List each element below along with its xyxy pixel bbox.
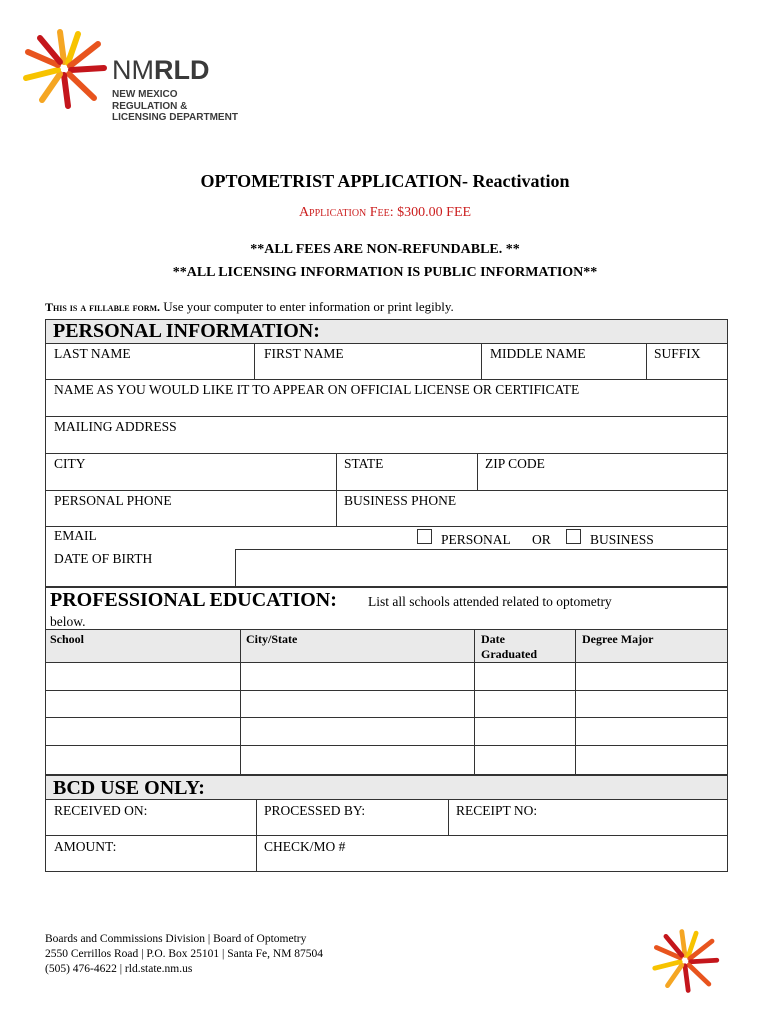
city-state-row-1[interactable] bbox=[244, 665, 475, 689]
fillable-note: This is a fillable form. Use your computer to enter information or print legibly. bbox=[45, 299, 454, 314]
suffix-field[interactable] bbox=[650, 362, 728, 380]
city-field[interactable] bbox=[50, 472, 336, 490]
personal-phone-field[interactable] bbox=[50, 509, 336, 527]
nmrld-logo-icon bbox=[20, 28, 108, 110]
mailing-address-label: MAILING ADDRESS bbox=[54, 419, 177, 434]
notice-fees: **ALL FEES ARE NON-REFUNDABLE. ** bbox=[250, 242, 520, 257]
col-graduated: Graduated bbox=[481, 647, 538, 661]
email-label: EMAIL bbox=[54, 528, 97, 543]
footer-line-1: Boards and Commissions Division | Board of Optometry bbox=[45, 933, 307, 945]
date-of-birth-field[interactable] bbox=[239, 556, 728, 584]
check-mo-label: CHECK/MO # bbox=[264, 839, 346, 854]
city-label: CITY bbox=[54, 456, 86, 471]
page-title: OPTOMETRIST APPLICATION- Reactivation bbox=[200, 171, 570, 191]
first-name-label: FIRST NAME bbox=[264, 346, 344, 361]
footer-address bbox=[45, 932, 323, 977]
col-school: School bbox=[50, 632, 85, 646]
first-name-field[interactable] bbox=[258, 362, 482, 380]
personal-phone-label: PERSONAL PHONE bbox=[54, 493, 172, 508]
zip-code-label: ZIP CODE bbox=[485, 456, 545, 471]
logo-line-3: LICENSING DEPARTMENT bbox=[112, 112, 238, 123]
or-label: OR bbox=[532, 532, 551, 547]
processed-by-label: PROCESSED BY: bbox=[264, 803, 366, 818]
state-label: STATE bbox=[344, 456, 384, 471]
footer-line-2: 2550 Cerrillos Road | P.O. Box 25101 | Santa Fe, NM 87504 bbox=[45, 948, 324, 960]
school-row-3[interactable] bbox=[49, 720, 241, 744]
business-email-checkbox[interactable] bbox=[566, 529, 581, 544]
personal-email-checkbox[interactable] bbox=[417, 529, 432, 544]
zip-code-field[interactable] bbox=[481, 472, 728, 490]
city-state-row-2[interactable] bbox=[244, 693, 475, 717]
last-name-label: LAST NAME bbox=[54, 346, 131, 361]
degree-row-2[interactable] bbox=[579, 693, 728, 717]
city-state-row-3[interactable] bbox=[244, 720, 475, 744]
date-row-1[interactable] bbox=[478, 665, 576, 689]
school-row-4[interactable] bbox=[49, 748, 241, 774]
license-name-field[interactable] bbox=[50, 399, 728, 417]
footer-logo-icon bbox=[650, 928, 720, 994]
degree-row-1[interactable] bbox=[579, 665, 728, 689]
business-option-label: BUSINESS bbox=[590, 532, 654, 547]
mailing-address-field[interactable] bbox=[50, 436, 728, 454]
middle-name-label: MIDDLE NAME bbox=[490, 346, 586, 361]
personal-heading: PERSONAL INFORMATION: bbox=[53, 320, 320, 342]
logo-wordmark: NMRLD bbox=[112, 55, 210, 85]
last-name-field[interactable] bbox=[50, 362, 254, 380]
degree-row-4[interactable] bbox=[579, 748, 728, 774]
col-city-state: City/State bbox=[246, 632, 298, 646]
date-row-3[interactable] bbox=[478, 720, 576, 744]
suffix-label: SUFFIX bbox=[654, 346, 701, 361]
logo-line-1: NEW MEXICO bbox=[112, 89, 178, 100]
state-field[interactable] bbox=[340, 472, 478, 490]
date-row-2[interactable] bbox=[478, 693, 576, 717]
school-row-1[interactable] bbox=[49, 665, 241, 689]
logo-line-2: REGULATION & bbox=[112, 101, 188, 112]
middle-name-field[interactable] bbox=[485, 362, 647, 380]
received-on-label: RECEIVED ON: bbox=[54, 803, 148, 818]
school-row-2[interactable] bbox=[49, 693, 241, 717]
bcd-heading: BCD USE ONLY: bbox=[53, 777, 205, 799]
education-instruction: List all schools attended related to optometry bbox=[368, 594, 612, 609]
city-state-row-4[interactable] bbox=[244, 748, 475, 774]
amount-label: AMOUNT: bbox=[54, 839, 117, 854]
business-phone-field[interactable] bbox=[340, 509, 728, 527]
education-instruction-cont: below. bbox=[50, 614, 86, 629]
license-name-label: NAME AS YOU WOULD LIKE IT TO APPEAR ON OFFICIAL LICENSE OR CERTIFICATE bbox=[54, 382, 580, 397]
col-date: Date bbox=[481, 632, 505, 646]
notice-public: **ALL LICENSING INFORMATION IS PUBLIC INFORMATION** bbox=[172, 265, 598, 280]
date-of-birth-label: DATE OF BIRTH bbox=[54, 551, 153, 566]
receipt-no-label: RECEIPT NO: bbox=[456, 803, 538, 818]
personal-option-label: PERSONAL bbox=[441, 532, 511, 547]
footer-line-3: (505) 476-4622 | rld.state.nm.us bbox=[45, 963, 193, 975]
education-heading: PROFESSIONAL EDUCATION: bbox=[50, 589, 337, 611]
col-degree-major: Degree Major bbox=[582, 632, 654, 646]
application-fee: Application Fee: $300.00 FEE bbox=[298, 205, 472, 220]
business-phone-label: BUSINESS PHONE bbox=[344, 493, 457, 508]
degree-row-3[interactable] bbox=[579, 720, 728, 744]
date-row-4[interactable] bbox=[478, 748, 576, 774]
